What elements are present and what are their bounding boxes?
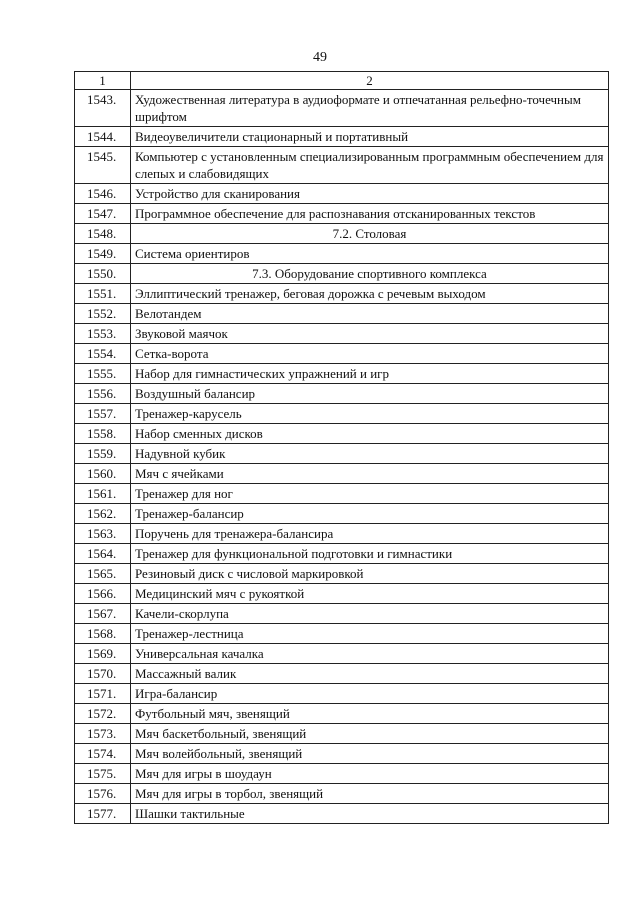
item-name: Резиновый диск с числовой маркировкой: [131, 564, 609, 584]
table-row: [75, 364, 609, 384]
row-number: 1550.: [75, 264, 131, 284]
table-row: [75, 284, 609, 304]
table-row: [75, 764, 609, 784]
row-number: 1544.: [75, 127, 131, 147]
row-number: 1554.: [75, 344, 131, 364]
item-name: Надувной кубик: [131, 444, 609, 464]
item-name: Воздушный балансир: [131, 384, 609, 404]
item-name: Поручень для тренажера-балансира: [131, 524, 609, 544]
equipment-table: [74, 71, 609, 824]
table-row: [75, 524, 609, 544]
item-name: Компьютер с установленным специализированным программным обеспечением для слепых и слабовидящих: [131, 147, 609, 184]
table-row: [75, 424, 609, 444]
item-name: Мяч с ячейками: [131, 464, 609, 484]
item-name: Тренажер для ног: [131, 484, 609, 504]
page-number: 49: [313, 50, 327, 65]
table-row: [75, 544, 609, 564]
item-name: Массажный валик: [131, 664, 609, 684]
item-name: Универсальная качалка: [131, 644, 609, 664]
row-number: 1549.: [75, 244, 131, 264]
table-row: [75, 384, 609, 404]
row-number: 1545.: [75, 147, 131, 184]
row-number: 1567.: [75, 604, 131, 624]
row-number: 1555.: [75, 364, 131, 384]
table-row: [75, 484, 609, 504]
table-row: [75, 684, 609, 704]
item-name: Звуковой маячок: [131, 324, 609, 344]
row-number: 1547.: [75, 204, 131, 224]
row-number: 1561.: [75, 484, 131, 504]
table-row: [75, 464, 609, 484]
table-header-row: [75, 72, 609, 90]
row-number: 1575.: [75, 764, 131, 784]
item-name: Футбольный мяч, звенящий: [131, 704, 609, 724]
row-number: 1573.: [75, 724, 131, 744]
item-name: Эллиптический тренажер, беговая дорожка с речевым выходом: [131, 284, 609, 304]
row-number: 1574.: [75, 744, 131, 764]
table-row: [75, 404, 609, 424]
item-name: Мяч баскетбольный, звенящий: [131, 724, 609, 744]
table-row: [75, 344, 609, 364]
table-row: [75, 704, 609, 724]
item-name: Тренажер-лестница: [131, 624, 609, 644]
item-name: Сетка-ворота: [131, 344, 609, 364]
item-name: Мяч для игры в торбол, звенящий: [131, 784, 609, 804]
table-row: [75, 804, 609, 824]
table-row: [75, 304, 609, 324]
item-name: Видеоувеличители стационарный и портативный: [131, 127, 609, 147]
table-row: [75, 784, 609, 804]
header-col-number: 1: [75, 72, 131, 90]
row-number: 1566.: [75, 584, 131, 604]
item-name: Шашки тактильные: [131, 804, 609, 824]
row-number: 1570.: [75, 664, 131, 684]
row-number: 1548.: [75, 224, 131, 244]
table-row: [75, 147, 609, 184]
table-row: [75, 444, 609, 464]
item-name: Программное обеспечение для распознавания отсканированных текстов: [131, 204, 609, 224]
row-number: 1569.: [75, 644, 131, 664]
table-row: [75, 504, 609, 524]
section-title: 7.3. Оборудование спортивного комплекса: [131, 264, 609, 284]
item-name: Мяч волейбольный, звенящий: [131, 744, 609, 764]
table-row: [75, 584, 609, 604]
item-name: Мяч для игры в шоудаун: [131, 764, 609, 784]
item-name: Набор для гимнастических упражнений и игр: [131, 364, 609, 384]
row-number: 1543.: [75, 90, 131, 127]
table-row: [75, 204, 609, 224]
item-name: Тренажер для функциональной подготовки и гимнастики: [131, 544, 609, 564]
table-row: [75, 604, 609, 624]
item-name: Тренажер-карусель: [131, 404, 609, 424]
table-row: [75, 644, 609, 664]
item-name: Качели-скорлупа: [131, 604, 609, 624]
table-row: [75, 724, 609, 744]
row-number: 1562.: [75, 504, 131, 524]
row-number: 1571.: [75, 684, 131, 704]
table-row: [75, 244, 609, 264]
row-number: 1552.: [75, 304, 131, 324]
table-body: [75, 72, 609, 824]
table-row: [75, 664, 609, 684]
row-number: 1558.: [75, 424, 131, 444]
header-col-name: 2: [131, 72, 609, 90]
row-number: 1551.: [75, 284, 131, 304]
row-number: 1553.: [75, 324, 131, 344]
item-name: Художественная литература в аудиоформате и отпечатанная рельефно-точечным шрифтом: [131, 90, 609, 127]
section-title: 7.2. Столовая: [131, 224, 609, 244]
row-number: 1568.: [75, 624, 131, 644]
row-number: 1557.: [75, 404, 131, 424]
section-row: [75, 224, 609, 244]
table-row: [75, 127, 609, 147]
table-row: [75, 324, 609, 344]
table-row: [75, 624, 609, 644]
table-row: [75, 744, 609, 764]
item-name: Велотандем: [131, 304, 609, 324]
table-row: [75, 90, 609, 127]
item-name: Система ориентиров: [131, 244, 609, 264]
section-row: [75, 264, 609, 284]
item-name: Набор сменных дисков: [131, 424, 609, 444]
row-number: 1560.: [75, 464, 131, 484]
row-number: 1572.: [75, 704, 131, 724]
table-row: [75, 564, 609, 584]
row-number: 1556.: [75, 384, 131, 404]
row-number: 1576.: [75, 784, 131, 804]
row-number: 1559.: [75, 444, 131, 464]
table-row: [75, 184, 609, 204]
item-name: Игра-балансир: [131, 684, 609, 704]
item-name: Тренажер-балансир: [131, 504, 609, 524]
row-number: 1546.: [75, 184, 131, 204]
row-number: 1577.: [75, 804, 131, 824]
row-number: 1564.: [75, 544, 131, 564]
item-name: Устройство для сканирования: [131, 184, 609, 204]
row-number: 1563.: [75, 524, 131, 544]
row-number: 1565.: [75, 564, 131, 584]
item-name: Медицинский мяч с рукояткой: [131, 584, 609, 604]
